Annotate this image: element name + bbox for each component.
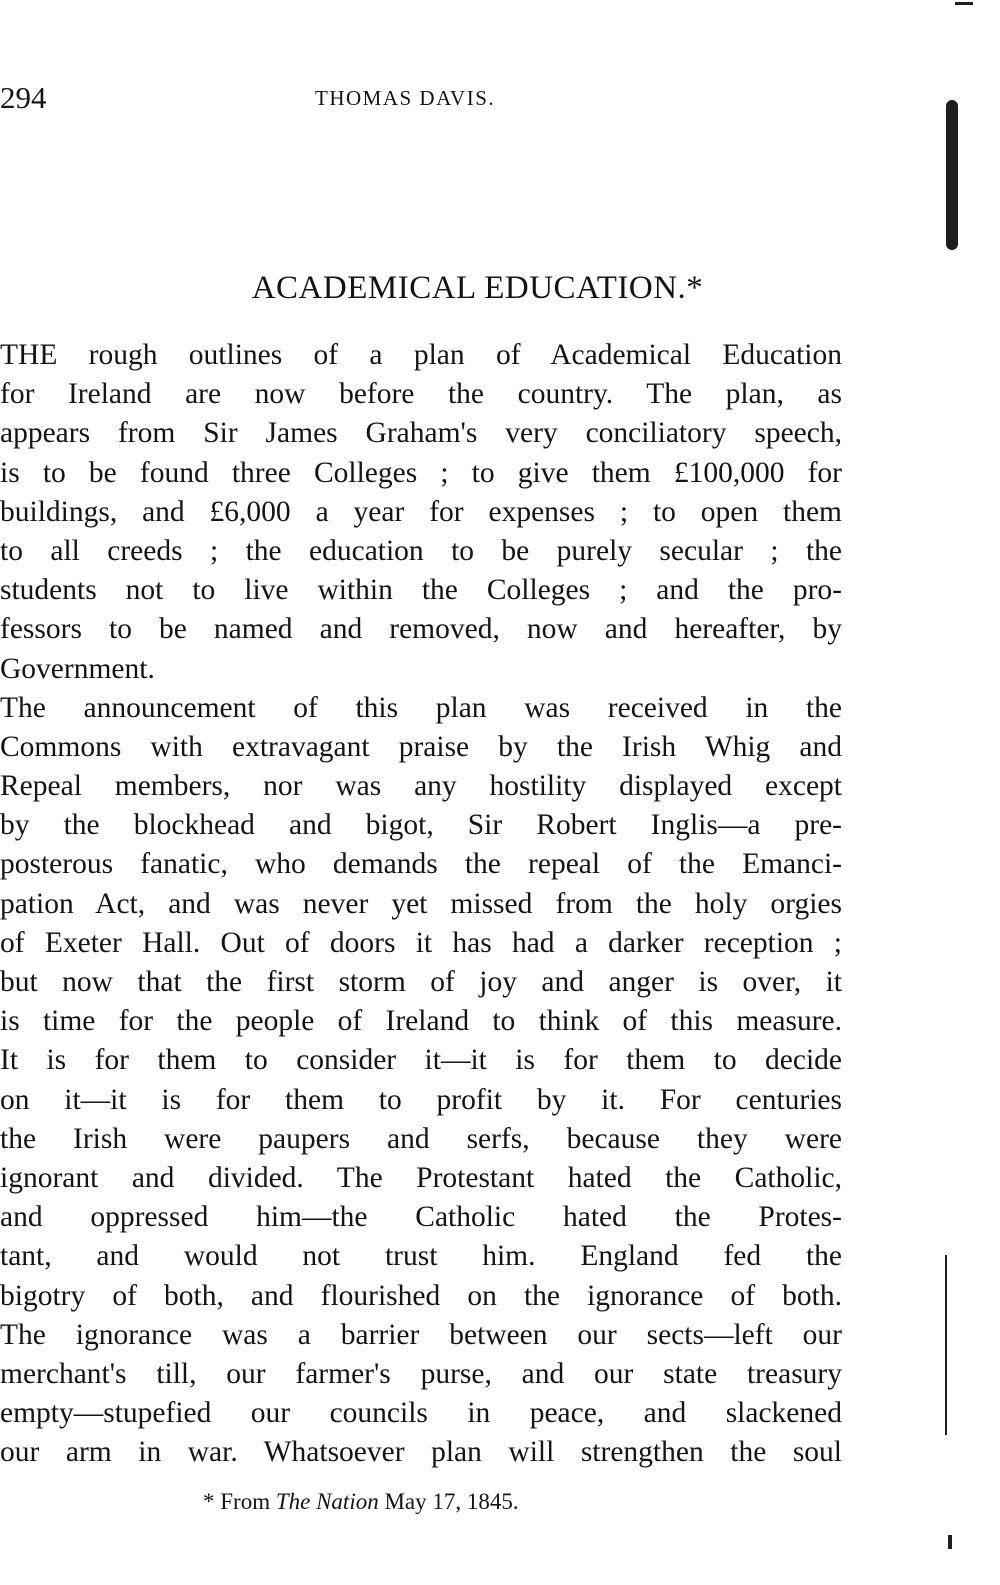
text-line: students not to live within the Colleges ; and the pro-: [0, 574, 842, 607]
paragraph-3: [0, 1041, 842, 1472]
text-line: fessors to be named and removed, now and hereafter, by: [0, 613, 842, 646]
text-line: on it—it is for them to profit by it. For centuries: [0, 1083, 842, 1116]
text-line: tant, and would not trust him. England fed the: [0, 1240, 842, 1273]
page-number: 294: [0, 80, 47, 115]
running-head: [0, 78, 845, 118]
footnote-date: May 17, 1845.: [384, 1489, 519, 1514]
footnote-marker: * From: [203, 1489, 271, 1514]
running-title: THOMAS DAVIS.: [315, 86, 496, 110]
text-line: of Exeter Hall. Out of doors it has had a darker reception ;: [0, 926, 842, 959]
text-line: THE rough outlines of a plan of Academical Education: [0, 339, 842, 371]
text-line: buildings, and £6,000 a year for expenses ; to open them: [0, 495, 842, 528]
footnote-publication: The Nation: [275, 1489, 379, 1514]
scan-edge-mark: [945, 1255, 947, 1435]
text-line: pation Act, and was never yet missed from the holy orgies: [0, 887, 842, 920]
text-line: our arm in war. Whatsoever plan will strengthen the soul: [0, 1436, 842, 1469]
text-line: appears from Sir James Graham's very conciliatory speech,: [0, 417, 842, 450]
footnote: [203, 1486, 519, 1518]
text-line: empty—stupefied our councils in peace, and slackened: [0, 1397, 842, 1430]
scan-edge-mark: [946, 100, 958, 250]
article-title: ACADEMICAL EDUCATION.*: [251, 270, 704, 306]
body-text: [0, 336, 842, 1472]
text-line: The announcement of this plan was received in the: [0, 691, 842, 724]
text-line: is time for the people of Ireland to think of this measure.: [0, 1005, 842, 1038]
text-line: the Irish were paupers and serfs, because they were: [0, 1122, 842, 1155]
text-line: and oppressed him—the Catholic hated the Protes-: [0, 1201, 842, 1234]
text-line: by the blockhead and bigot, Sir Robert Inglis—a pre-: [0, 809, 842, 842]
text-line: ignorant and divided. The Protestant hated the Catholic,: [0, 1161, 842, 1194]
text-line: is to be found three Colleges ; to give them £100,000 for: [0, 456, 842, 489]
text-line: merchant's till, our farmer's purse, and our state treasury: [0, 1357, 842, 1390]
scan-edge-mark: [955, 2, 973, 5]
text-line: but now that the first storm of joy and anger is over, it: [0, 966, 842, 998]
text-line: The ignorance was a barrier between our sects—left our: [0, 1318, 842, 1351]
text-line: It is for them to consider it—it is for them to decide: [0, 1044, 842, 1077]
text-line: Government.: [0, 652, 155, 685]
text-line: bigotry of both, and flourished on the ignorance of both.: [0, 1279, 842, 1312]
text-line: Repeal members, nor was any hostility displayed except: [0, 770, 842, 803]
paragraph-1: [0, 336, 842, 689]
text-line: for Ireland are now before the country. The plan, as: [0, 378, 842, 411]
text-line: Commons with extravagant praise by the Irish Whig and: [0, 730, 842, 763]
text-line: to all creeds ; the education to be purely secular ; the: [0, 534, 842, 567]
scan-edge-mark: [948, 1535, 952, 1549]
text-line: posterous fanatic, who demands the repeal of the Emanci-: [0, 848, 842, 881]
paragraph-2: [0, 689, 842, 1042]
